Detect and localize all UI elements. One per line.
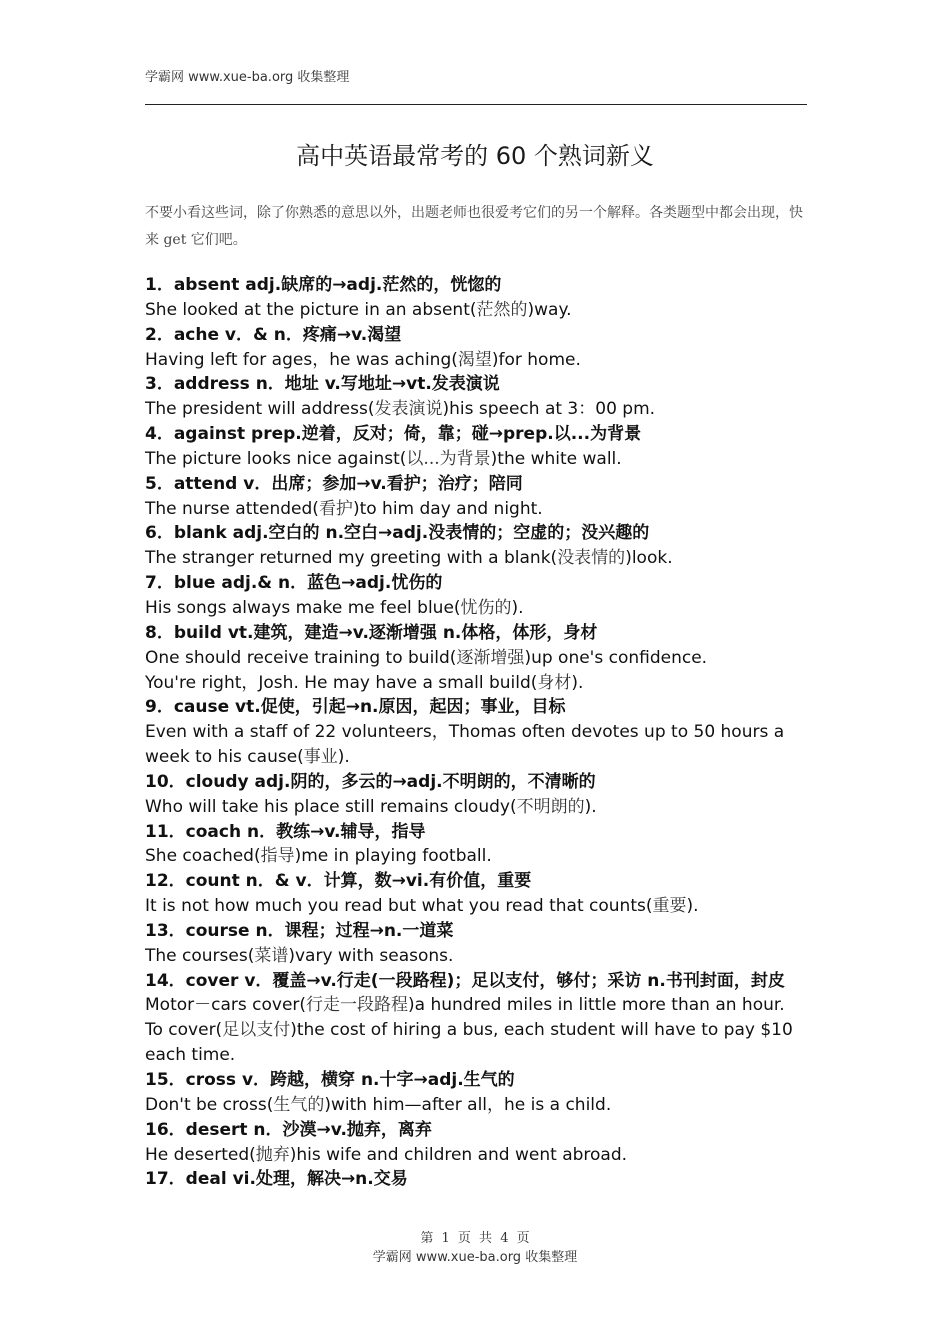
- entry-heading: 5．attend v．出席；参加→v.看护；治疗；陪同: [145, 473, 523, 494]
- intro-paragraph: 不要小看这些词，除了你熟悉的意思以外，出题老师也很爱考它们的另一个解释。各类题型中都会出现，快来 get 它们吧。: [145, 205, 803, 248]
- example-text: To cover(: [145, 1020, 223, 1041]
- example-text: Even with a staff of 22 volunteers，Thomas often devotes up to 50 hours a week to his cause(: [145, 722, 785, 768]
- example-text: It is not how much you read but what you read that counts(: [145, 896, 653, 917]
- example-text: Don't be cross(: [145, 1094, 274, 1115]
- entry-example: [145, 844, 807, 869]
- example-text: )with him—after all，he is a child.: [324, 1094, 612, 1115]
- example-text: )me in playing football.: [294, 846, 492, 867]
- footer-source: 学霸网 www.xue-ba.org 收集整理: [372, 1250, 578, 1265]
- entry-heading: 15．cross v．跨越，横穿 n.十字→adj.生气的: [145, 1070, 515, 1090]
- example-text: The stranger returned my greeting with a blank(: [145, 548, 558, 569]
- entry-heading: 4．against prep.逆着，反对；倚，靠；碰→prep.以...为背景: [145, 424, 642, 445]
- example-text: The courses(: [145, 945, 255, 966]
- example-text: )to him day and night.: [352, 498, 543, 519]
- example-gloss: 以...为背景: [406, 448, 491, 469]
- example-text: Motor－cars cover(: [145, 995, 307, 1016]
- example-text: He deserted(: [145, 1144, 256, 1165]
- entry-heading: 11．coach n．教练→v.辅导，指导: [145, 821, 426, 842]
- example-text: One should receive training to build(: [145, 647, 457, 668]
- entry-heading: 3．address n．地址 v.写地址→vt.发表演说: [145, 374, 500, 395]
- example-text: You're right，Josh. He may have a small build(: [145, 672, 538, 693]
- entry-example: [145, 298, 807, 323]
- entry-example: [145, 944, 807, 969]
- entry-heading: 13．course n．课程；过程→n.一道菜: [145, 920, 454, 941]
- example-text: )vary with seasons.: [288, 945, 454, 966]
- header-divider: [145, 104, 807, 105]
- example-text: )his wife and children and went abroad.: [289, 1144, 628, 1165]
- example-text: ).: [686, 896, 699, 917]
- example-text: The picture looks nice against(: [145, 448, 407, 469]
- entry-heading: 8．build vt.建筑，建造→v.逐渐增强 n.体格，体形，身材: [145, 622, 598, 643]
- entry-heading: 14．cover v．覆盖→v.行走(一段路程)；足以支付，够付；采访 n.书刊封面，封皮: [145, 970, 785, 991]
- example-text: The nurse attended(: [145, 498, 319, 519]
- example-gloss: 行走一段路程: [306, 995, 409, 1016]
- example-text: )look.: [625, 548, 673, 569]
- example-text: The president will address(: [145, 399, 375, 420]
- entry-example: [145, 348, 807, 373]
- example-text: Who will take his place still remains cloudy(: [145, 796, 517, 817]
- entry-example: [145, 1018, 807, 1068]
- example-text: His songs always make me feel blue(: [145, 597, 461, 618]
- example-text: She coached(: [145, 846, 261, 867]
- entry-example: [145, 1093, 807, 1118]
- example-gloss: 指导: [260, 846, 295, 867]
- entry-example: [145, 720, 807, 770]
- entry-heading: 12．count n．& v．计算，数→vi.有价值，重要: [145, 871, 532, 892]
- example-gloss: 茫然的: [476, 299, 528, 320]
- entry-example: [145, 447, 807, 472]
- example-text: Having left for ages，he was aching(: [145, 349, 458, 370]
- entry-example: [145, 397, 807, 422]
- entry-heading: 1．absent adj.缺席的→adj.茫然的，恍惚的: [145, 275, 502, 295]
- example-text: )a hundred miles in little more than an hour.: [408, 995, 785, 1016]
- entry-example: [145, 894, 807, 919]
- example-text: )the white wall.: [490, 448, 622, 469]
- example-text: )the cost of hiring a bus, each student will have to pay $10 each time.: [145, 1020, 793, 1066]
- example-gloss: 菜谱: [254, 945, 289, 966]
- example-gloss: 身材: [537, 672, 572, 693]
- example-gloss: 抛弃: [255, 1144, 290, 1165]
- entry-example: [145, 646, 807, 671]
- entry-heading: 17．deal vi.处理，解决→n.交易: [145, 1169, 408, 1190]
- example-text: ).: [584, 796, 597, 817]
- example-gloss: 渴望: [457, 349, 492, 370]
- example-gloss: 发表演说: [374, 399, 443, 420]
- page-number: 第 1 页 共 4 页: [420, 1231, 530, 1246]
- example-text: )for home.: [491, 349, 581, 370]
- example-text: She looked at the picture in an absent(: [145, 299, 477, 320]
- example-gloss: 忧伤的: [460, 597, 512, 618]
- example-gloss: 看护: [318, 498, 353, 519]
- example-gloss: 没表情的: [557, 548, 626, 569]
- entry-example: [145, 546, 807, 571]
- entry-example: [145, 795, 807, 820]
- header-source: 学霸网 www.xue-ba.org 收集整理: [145, 70, 350, 85]
- example-gloss: 足以支付: [222, 1020, 291, 1041]
- example-text: )way.: [527, 299, 572, 320]
- entry-heading: 6．blank adj.空白的 n.空白→adj.没表情的；空虚的；没兴趣的: [145, 523, 650, 544]
- example-gloss: 逐渐增强: [456, 647, 525, 668]
- example-text: ).: [571, 672, 584, 693]
- entry-heading: 9．cause vt.促使，引起→n.原因，起因；事业，目标: [145, 697, 566, 718]
- document-title: 高中英语最常考的 60 个熟词新义: [296, 142, 654, 170]
- vocabulary-list: [145, 273, 807, 1192]
- entry-example: [145, 993, 807, 1018]
- entry-example: [145, 671, 807, 696]
- example-gloss: 生气的: [273, 1094, 325, 1115]
- example-gloss: 不明朗的: [516, 796, 585, 817]
- example-text: )up one's confidence.: [524, 647, 708, 668]
- example-gloss: 重要: [652, 896, 687, 917]
- entry-example: [145, 596, 807, 621]
- entry-heading: 2．ache v．& n．疼痛→v.渴望: [145, 324, 402, 345]
- example-text: ).: [337, 747, 350, 768]
- entry-example: [145, 497, 807, 522]
- entry-heading: 10．cloudy adj.阴的，多云的→adj.不明朗的，不清晰的: [145, 771, 596, 792]
- entry-heading: 16．desert n．沙漠→v.抛弃，离弃: [145, 1119, 432, 1140]
- example-gloss: 事业: [303, 747, 338, 768]
- entry-example: [145, 1143, 807, 1168]
- example-text: ).: [511, 597, 524, 618]
- example-text: )his speech at 3：00 pm.: [442, 399, 656, 420]
- entry-heading: 7．blue adj.& n．蓝色→adj.忧伤的: [145, 573, 443, 594]
